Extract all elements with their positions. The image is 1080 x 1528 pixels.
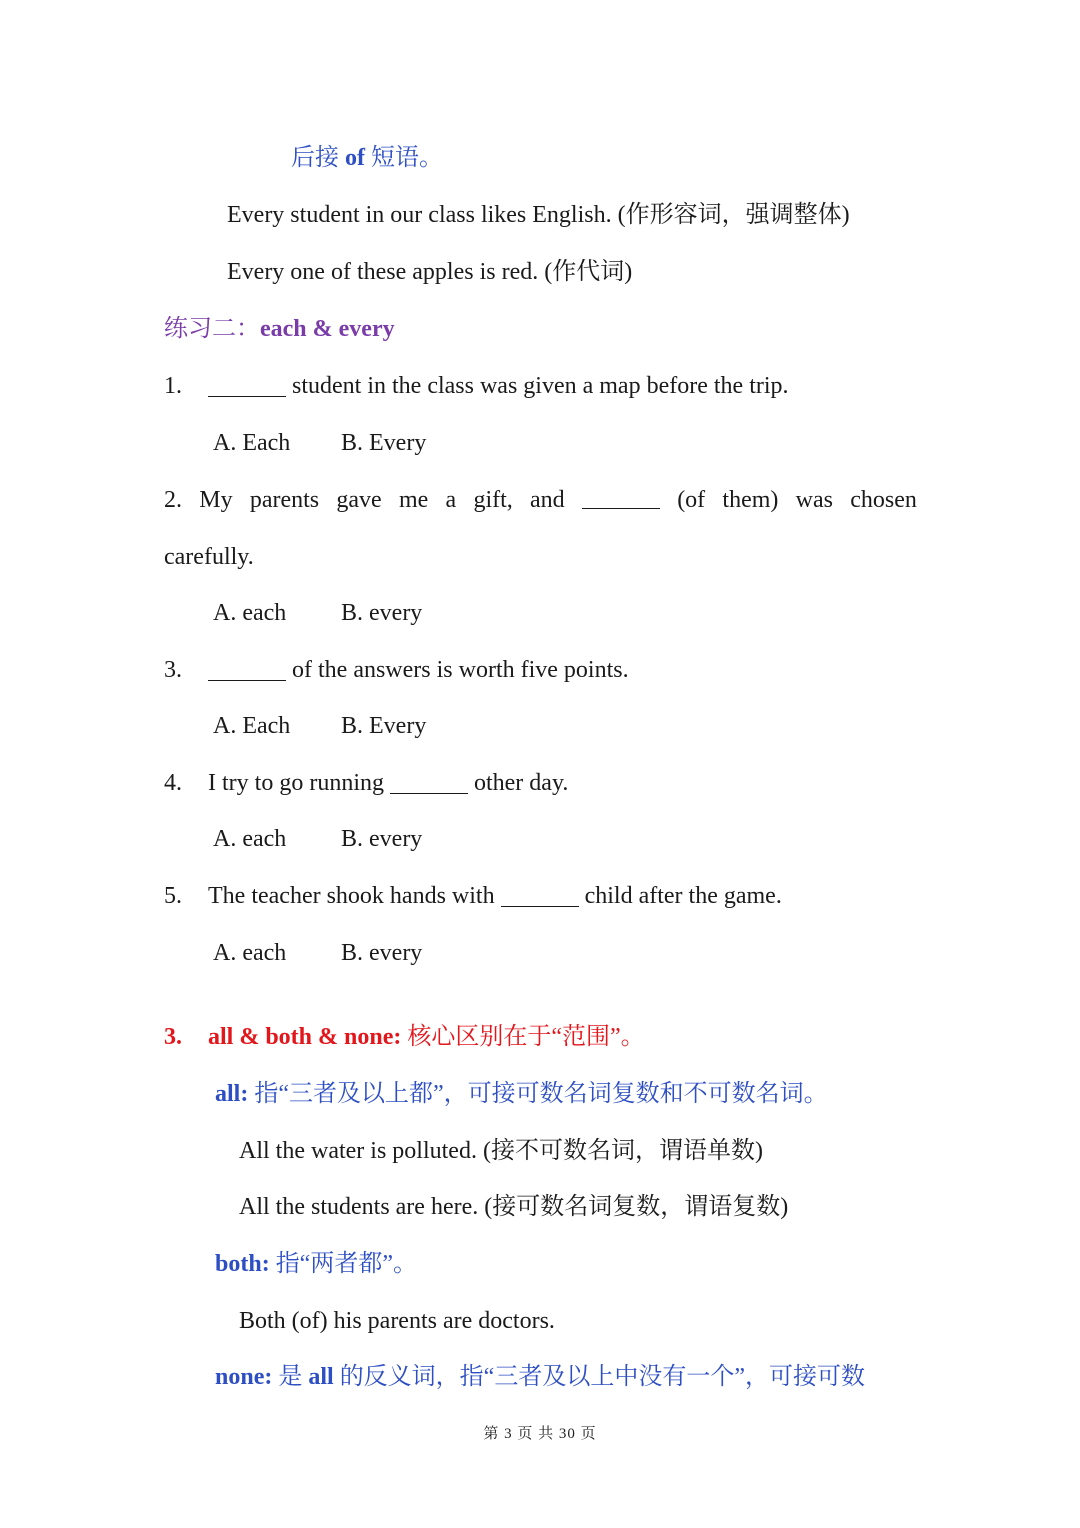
exercise-heading (164, 317, 395, 341)
section-3-number: 3. (164, 1024, 182, 1050)
both-label: both: (215, 1251, 270, 1277)
none-definition (215, 1365, 865, 1389)
question-5-number: 5. (164, 883, 182, 909)
all-example-2: All the students are here. (接可数名词复数，谓语复数) (239, 1194, 789, 1220)
option-a: A. each (213, 826, 287, 852)
question-1-text: student in the class was given a map before the trip. (292, 373, 789, 399)
question-2-word: chosen (850, 487, 917, 513)
question-2-word: (of (677, 487, 706, 513)
option-a: A. Each (213, 430, 291, 456)
both-description: 指“两者都”。 (275, 1251, 417, 1277)
question-5 (164, 884, 782, 908)
question-2-word: parents (249, 487, 320, 513)
intro-note-keyword: of (345, 145, 365, 171)
option-a: A. each (213, 940, 287, 966)
answer-blank (208, 376, 286, 397)
question-2-word: me (398, 487, 429, 513)
question-5-options (213, 941, 422, 965)
footer-suffix: 页 (580, 1426, 597, 1442)
option-b: B. every (341, 600, 423, 626)
question-2-word: gave (336, 487, 382, 513)
both-example-1: Both (of) his parents are doctors. (239, 1308, 555, 1334)
question-2-word: was (795, 487, 833, 513)
footer-middle: 页 共 (517, 1426, 555, 1442)
question-5-text-after: child after the game. (584, 883, 782, 909)
question-1-options (213, 431, 426, 455)
question-2-word: and (530, 487, 565, 513)
question-4-options (213, 827, 422, 851)
intro-note-suffix: 短语。 (371, 145, 443, 171)
question-4-text-before: I try to go running (208, 770, 384, 796)
answer-blank (390, 773, 468, 794)
answer-blank (582, 488, 660, 509)
page-footer (0, 1422, 1080, 1443)
all-label: all: (215, 1081, 249, 1107)
section-3-title-cn: 核心区别在于“范围”。 (407, 1024, 645, 1050)
question-2-word: My (199, 487, 233, 513)
all-example-1: All the water is polluted. (接不可数名词，谓语单数) (239, 1138, 763, 1164)
option-a: A. each (213, 600, 287, 626)
question-4-number: 4. (164, 770, 182, 796)
intro-note (291, 146, 443, 170)
example-every-pronoun: Every one of these apples is red. (作代词) (227, 259, 633, 285)
example-every-adjective: Every student in our class likes English. (作形容词，强调整体) (227, 202, 850, 228)
option-b: B. every (341, 826, 423, 852)
question-1 (164, 374, 789, 398)
question-2-continuation: carefully. (164, 544, 254, 570)
section-3-title-en: all & both & none: (208, 1024, 402, 1050)
question-5-text-before: The teacher shook hands with (208, 883, 495, 909)
question-2 (164, 488, 917, 512)
question-3-number: 3. (164, 657, 182, 683)
question-3-options (213, 714, 426, 738)
section-3-heading (164, 1025, 645, 1049)
answer-blank (501, 886, 579, 907)
none-description-prefix: 是 (278, 1364, 303, 1390)
intro-note-prefix: 后接 (291, 145, 339, 171)
all-description: 指“三者及以上都”，可接可数名词复数和不可数名词。 (254, 1081, 828, 1107)
answer-blank (208, 660, 286, 681)
question-4-text-after: other day. (473, 770, 569, 796)
question-2-word: them) (722, 487, 779, 513)
none-label: none: (215, 1364, 273, 1390)
question-2-word: a (445, 487, 457, 513)
option-b: B. Every (341, 430, 427, 456)
all-definition (215, 1082, 828, 1106)
option-b: B. every (341, 940, 423, 966)
footer-prefix: 第 (483, 1426, 500, 1442)
none-description-keyword: all (308, 1364, 334, 1390)
question-2-word: gift, (473, 487, 513, 513)
none-description: 的反义词，指“三者及以上中没有一个”，可接可数 (339, 1364, 865, 1390)
exercise-heading-en: each & every (260, 316, 395, 342)
option-a: A. Each (213, 713, 291, 739)
question-2-number: 2. (164, 487, 182, 513)
question-3-text: of the answers is worth five points. (292, 657, 629, 683)
question-3 (164, 658, 629, 682)
question-2-options (213, 601, 422, 625)
exercise-heading-cn: 练习二： (164, 316, 260, 342)
total-pages: 30 (558, 1426, 576, 1442)
both-definition (215, 1252, 417, 1276)
option-b: B. Every (341, 713, 427, 739)
question-4 (164, 771, 568, 795)
page-number: 3 (504, 1426, 513, 1442)
question-1-number: 1. (164, 373, 182, 399)
